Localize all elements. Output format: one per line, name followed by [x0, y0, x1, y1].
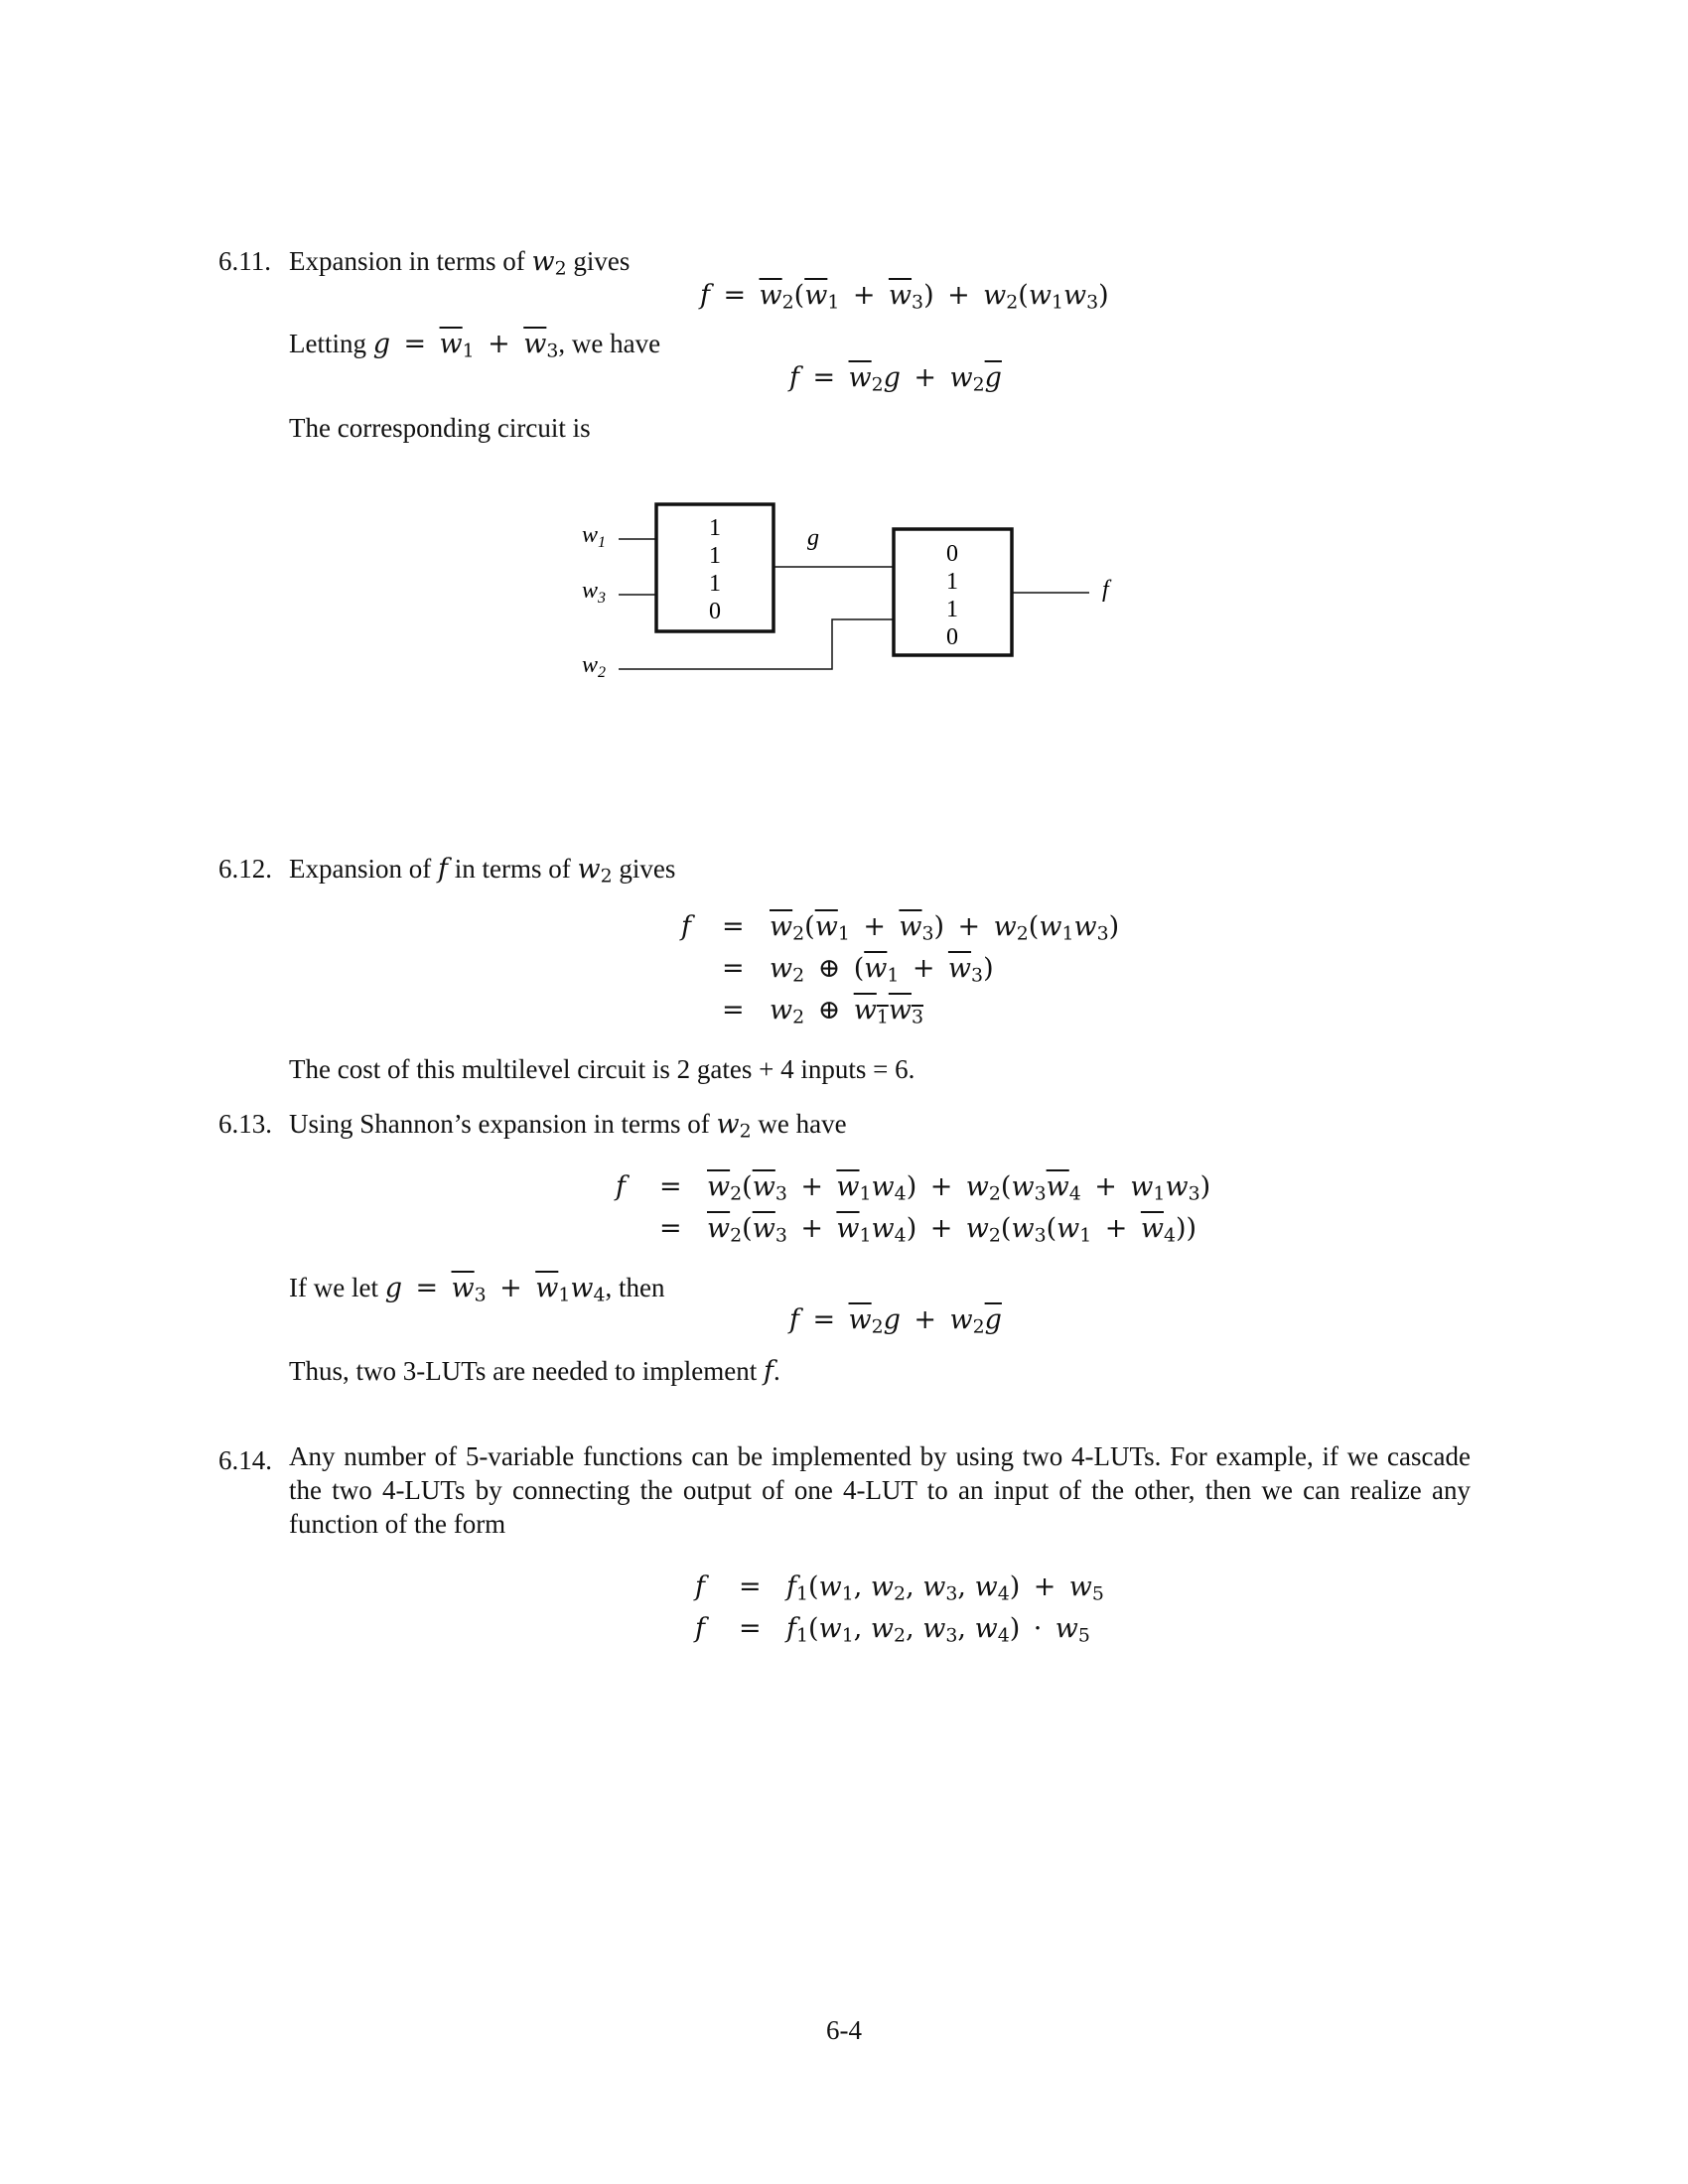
wire-w2: [619, 619, 894, 669]
equation-6-13-eq: =: [659, 1171, 682, 1202]
equation-6-14-line-1: $f_1(w_1$, $w_2$, $w_3$, $w_4) + w_5$: [786, 1571, 1104, 1605]
equation-6-12-lhs: f: [681, 911, 691, 942]
problem-6-13-intro: Using Shannon’s expansion in terms of $w_2$ we have: [289, 1109, 847, 1143]
signal-label-g: g: [807, 525, 819, 551]
problem-6-11-intro: Expansion in terms of $w_2$ gives: [289, 246, 631, 280]
equation-6-12-eq: =: [722, 953, 745, 984]
problem-number-6-11: 6.11.: [218, 246, 271, 276]
problem-6-12-cost: The cost of this multilevel circuit is 2 gates + 4 inputs = 6.: [289, 1054, 915, 1084]
lut-circuit-diagram: [556, 491, 1152, 690]
problem-number-6-14: 6.14.: [218, 1445, 272, 1475]
problem-6-11-circuit-text: The corresponding circuit is: [289, 413, 591, 443]
input-label-w1: $w_1$: [582, 522, 607, 551]
equation-6-12-eq: =: [722, 995, 745, 1025]
equation-6-13-g: $f = \overline{w}_2g + w_2\overline{g}$: [789, 1304, 1002, 1338]
equation-6-11-b: $f = \overline{w}_2g + w_2\overline{g}$: [789, 362, 1002, 396]
input-label-w2: $w_2$: [582, 652, 607, 681]
problem-6-11-letting: Letting $g = \overline{w}_1 + \overline{w}_3$, we have: [289, 329, 661, 362]
lut-1-bit: 1: [709, 571, 721, 597]
equation-6-14-lhs: f: [695, 1571, 705, 1602]
output-label-f: f: [1102, 577, 1109, 603]
problem-6-12-intro: Expansion of f in terms of $w_2$ gives: [289, 854, 676, 887]
equation-6-13-lhs: f: [616, 1171, 626, 1202]
problem-6-13-if-let: If we let $g = \overline{w}_3 + \overline{w}_1w_4$, then: [289, 1273, 665, 1306]
lut-1-bit: 0: [709, 599, 721, 624]
equation-6-13-eq: =: [659, 1213, 682, 1244]
lut-1-bit: 1: [709, 543, 721, 569]
lut-2-bit: 0: [946, 541, 958, 567]
equation-6-11-a: $f = \overline{w}_2(\overline{w}_1 + \overline{w}_3) + w_2(w_1w_3)$: [700, 280, 1109, 314]
problem-number-6-13: 6.13.: [218, 1109, 272, 1139]
problem-number-6-12: 6.12.: [218, 854, 272, 884]
problem-6-14-text: Any number of 5-variable functions can be implemented by using two 4-LUTs. For example, if we cascade the two 4-LUTs by connecting the output of one 4-LUT to an input of the other, then we can realize any function of the form: [289, 1441, 1471, 1539]
equation-6-13-line-2: $\overline{w}_2(\overline{w}_3 + \overline{w}_1w_4) + w_2(w_3(w_1 + \overline{w}_4))$: [707, 1213, 1197, 1247]
equation-6-14-eq: =: [739, 1571, 762, 1602]
lut-1-bit: 1: [709, 515, 721, 541]
equation-6-14-eq: =: [739, 1613, 762, 1644]
page-number: 6-4: [826, 2015, 862, 2045]
equation-6-12-line-3: $w_2$ ⊕ $w_1w_3$: [770, 995, 923, 1028]
lut-2-bit: 1: [946, 569, 958, 595]
equation-6-13-line-1: $\overline{w}_2(\overline{w}_3 + \overline{w}_1w_4) + w_2(w_3\overline{w}_4 + w_1w_3)$: [707, 1171, 1211, 1205]
equation-6-12-line-1: $\overline{w}_2(\overline{w}_1 + \overline{w}_3) + w_2(w_1w_3)$: [770, 911, 1120, 945]
problem-6-13-conclusion: Thus, two 3-LUTs are needed to implement f.: [289, 1356, 780, 1387]
equation-6-14-line-2: $f_1(w_1$, $w_2$, $w_3$, $w_4) \cdot w_5$: [786, 1613, 1090, 1647]
equation-6-12-eq: =: [722, 911, 745, 942]
equation-6-14-lhs: f: [695, 1613, 705, 1644]
lut-2-bit: 1: [946, 597, 958, 622]
lut-2-bit: 0: [946, 624, 958, 650]
equation-6-12-line-2: $w_2$ ⊕ $(\overline{w}_1 + \overline{w}_3)$: [770, 953, 994, 987]
input-label-w3: $w_3$: [582, 578, 607, 607]
